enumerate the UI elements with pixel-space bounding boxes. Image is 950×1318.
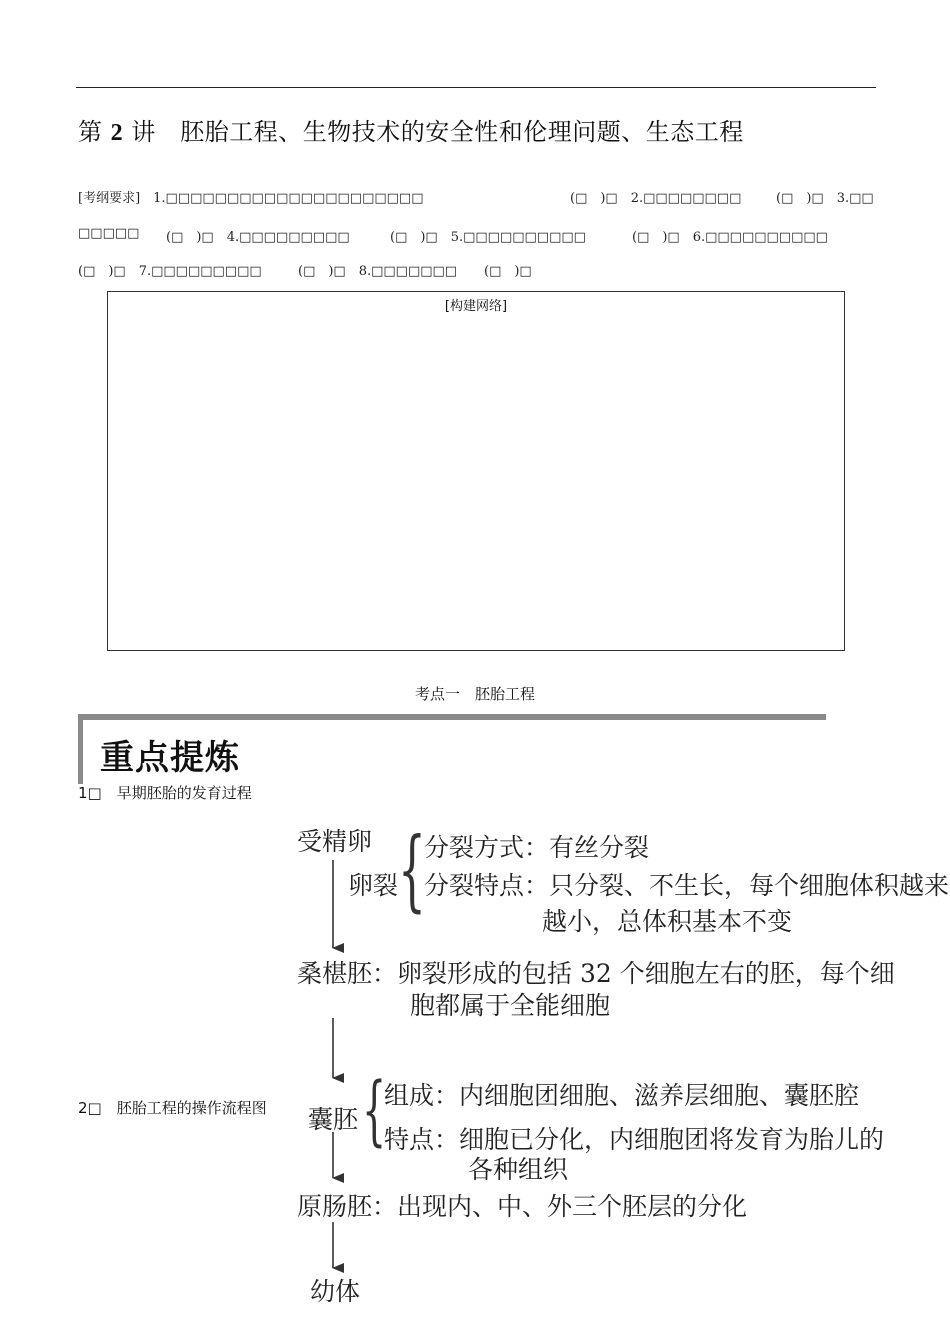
flow-blastocyst-feature-2: 各种组织 (468, 1155, 569, 1184)
flow-cleavage: 卵裂 (348, 871, 399, 900)
section-title: 考点一 胚胎工程 (414, 685, 535, 703)
flow-blastocyst-feature-1: 特点：细胞已分化，内细胞团将发育为胎儿的 (384, 1125, 885, 1154)
requirements-line3-b: (□ )□ 8.□□□□□□□ (298, 264, 458, 279)
flow-blastocyst: 囊胚 (308, 1105, 359, 1134)
page-title: 第 2 讲 胚胎工程、生物技术的安全性和伦理问题、生态工程 (78, 118, 744, 146)
flow-morula-1: 桑椹胚：卵裂形成的包括 32 个细胞左右的胚，每个细 (297, 959, 895, 988)
requirements-line1-b: (□ )□ 2.□□□□□□□□ (570, 191, 742, 206)
flow-blastocyst-composition: 组成：内细胞团细胞、滋养层细胞、囊胚腔 (384, 1081, 860, 1110)
section-heading: 重点提炼 (100, 738, 240, 778)
requirements-line2-c: (□ )□ 5.□□□□□□□□□□ (390, 230, 586, 245)
flow-cleavage-feature-2: 越小，总体积基本不变 (542, 907, 793, 936)
requirements-line3-a: (□ )□ 7.□□□□□□□□□ (78, 264, 262, 279)
requirements-line1-c: (□ )□ 3.□□ (776, 191, 874, 206)
requirements-line2-b: (□ )□ 4.□□□□□□□□□ (166, 230, 350, 245)
requirements-line1-a: [考纲要求] 1.□□□□□□□□□□□□□□□□□□□□□ (78, 191, 424, 206)
requirements-line2-d: (□ )□ 6.□□□□□□□□□□ (632, 230, 828, 245)
brace-blastocyst: { (362, 1065, 387, 1154)
flow-cleavage-feature-1: 分裂特点：只分裂、不生长，每个细胞体积越来 (424, 871, 950, 900)
item-early-embryo: 1□ 早期胚胎的发育过程 (78, 784, 252, 802)
requirements-line2-a: □□□□□ (78, 226, 140, 241)
brace-cleavage: { (398, 818, 426, 921)
network-box-label: [构建网络] (444, 299, 508, 314)
flow-cleavage-way: 分裂方式：有丝分裂 (424, 833, 650, 862)
requirements-line3-c: (□ )□ (484, 264, 532, 279)
flow-juvenile: 幼体 (310, 1277, 361, 1306)
flow-zygote: 受精卵 (297, 827, 373, 856)
flow-morula-2: 胞都属于全能细胞 (410, 991, 611, 1020)
flow-gastrula: 原肠胚：出现内、中、外三个胚层的分化 (297, 1192, 748, 1221)
item-operation-flow: 2□ 胚胎工程的操作流程图 (78, 1099, 267, 1117)
